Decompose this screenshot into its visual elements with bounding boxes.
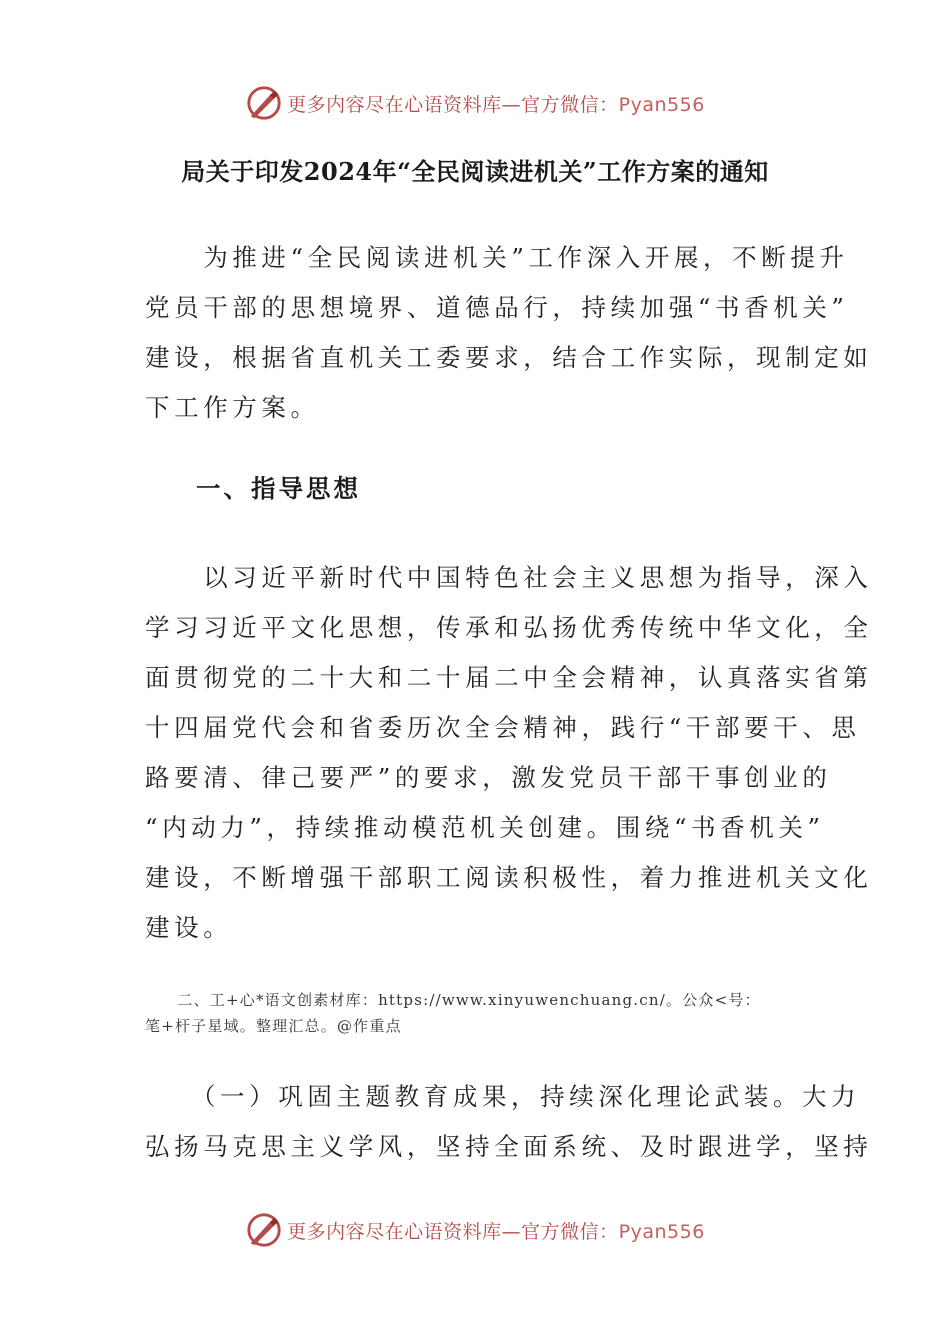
note-line: 笔+杆子星域。整理汇总。@作重点 <box>145 1017 402 1035</box>
source-note <box>145 987 810 1039</box>
paragraph-line: 以习近平新时代中国特色社会主义思想为指导，深入 <box>145 563 873 592</box>
banner-text: 更多内容尽在心语资料库—官方微信：Pyan556 <box>287 93 705 116</box>
header-banner <box>0 81 950 125</box>
paragraph-line: 党员干部的思想境界、道德品行，持续加强“书香机关” <box>145 293 849 322</box>
paragraph-line: 建设，根据省直机关工委要求，结合工作实际，现制定如 <box>145 343 873 372</box>
guiding-thought-paragraph <box>145 553 873 953</box>
banner-wechat-id: Pyan556 <box>618 93 705 116</box>
pen-logo-icon <box>245 84 283 122</box>
footer-banner <box>0 1208 950 1252</box>
paragraph-line: 路要清、律己要严”的要求，激发党员干部干事创业的 <box>145 763 832 792</box>
paragraph-line: 学习习近平文化思想，传承和弘扬优秀传统中华文化，全 <box>145 613 873 642</box>
banner-text: 更多内容尽在心语资料库—官方微信：Pyan556 <box>287 1220 705 1243</box>
paragraph-line: （一）巩固主题教育成果，持续深化理论武装。大力 <box>145 1082 861 1111</box>
section-heading: 一、指导思想 <box>196 474 361 503</box>
paragraph-line: 为推进“全民阅读进机关”工作深入开展，不断提升 <box>145 243 849 272</box>
document-title: 局关于印发2024年“全民阅读进机关”工作方案的通知 <box>181 157 769 186</box>
paragraph-line: 下工作方案。 <box>145 393 320 422</box>
banner-wechat-id: Pyan556 <box>618 1220 705 1243</box>
paragraph-line: 弘扬马克思主义学风，坚持全面系统、及时跟进学，坚持 <box>145 1132 873 1161</box>
paragraph-line: 建设。 <box>145 913 233 942</box>
paragraph-line: “内动力”，持续推动模范机关创建。围绕“书香机关” <box>145 813 825 842</box>
subsection-paragraph <box>145 1072 873 1172</box>
paragraph-line: 十四届党代会和省委历次全会精神，践行“干部要干、思 <box>145 713 861 742</box>
paragraph-line: 建设，不断增强干部职工阅读积极性，着力推进机关文化 <box>145 863 873 892</box>
note-line: 二、工+心*语文创素材库：https://www.xinyuwenchuang.cn/。公众<号： <box>145 991 761 1009</box>
intro-paragraph <box>145 233 873 433</box>
pen-logo-icon <box>245 1211 283 1249</box>
paragraph-line: 面贯彻党的二十大和二十届二中全会精神，认真落实省第 <box>145 663 873 692</box>
